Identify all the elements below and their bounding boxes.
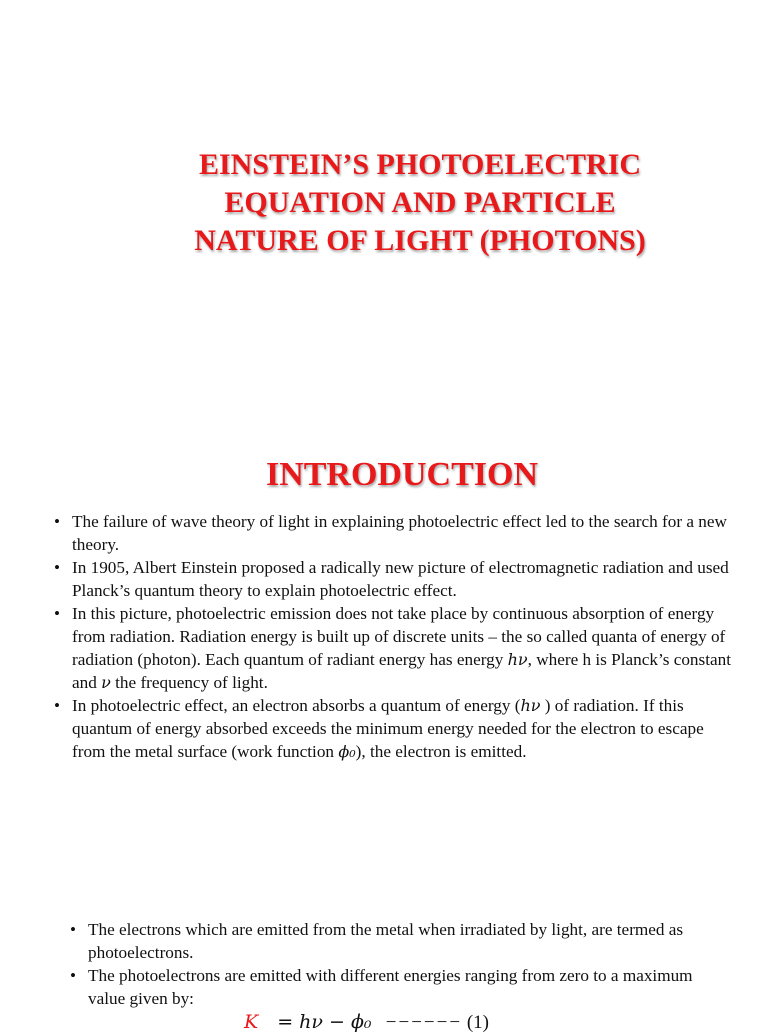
introduction-bullet-list <box>54 510 734 763</box>
math-hv: hν <box>507 650 528 669</box>
equation-lhs: K <box>244 1011 259 1033</box>
bullet-text: In 1905, Albert Einstein proposed a radically new picture of electromagnetic radiation and used Planck’s quantum theory to explain photoelectric effect. <box>72 558 729 600</box>
introduction-heading: INTRODUCTION <box>265 456 539 493</box>
equation-rhs: = hν − ϕ₀ <box>277 1011 372 1033</box>
bullet-text-mid: , where h is Planck’s constant and <box>72 650 731 692</box>
bullet-text-mid: ) of radiation. If this quantum of energy absorbed exceeds the minimum energy needed for the electron to escape from the metal surface (work function <box>72 696 704 761</box>
bullet-text: The failure of wave theory of light in explaining photoelectric effect led to the search for a new theory. <box>72 512 727 554</box>
list-item <box>70 918 730 964</box>
bullet-text-end: the frequency of light. <box>110 673 268 692</box>
math-hv: hν <box>520 696 541 715</box>
list-item <box>54 602 734 694</box>
bullet-icon: • <box>54 558 61 577</box>
bullet-icon: • <box>54 604 61 623</box>
list-item <box>54 694 734 763</box>
bullet-text: The photoelectrons are emitted with different energies ranging from zero to a maximum value given by: <box>88 966 693 1008</box>
math-phi: ϕ₀ <box>338 742 356 761</box>
bullet-text-end: ), the electron is emitted. <box>355 742 527 761</box>
bullet-icon: • <box>54 696 61 715</box>
equation-dashes: −−−−−− <box>385 1012 463 1033</box>
einstein-equation <box>244 1010 489 1035</box>
list-item <box>54 510 734 556</box>
title-line-2: EQUATION AND PARTICLE <box>224 186 616 219</box>
list-item <box>70 964 730 1010</box>
bullet-text: In photoelectric effect, an electron absorbs a quantum of energy ( <box>72 696 521 715</box>
bullet-icon: • <box>54 512 61 531</box>
math-nu: ν <box>101 673 111 692</box>
title-line-1: EINSTEIN’S PHOTOELECTRIC <box>198 148 642 181</box>
bullet-icon: • <box>70 920 77 939</box>
equation-label: (1) <box>466 1012 489 1033</box>
title-line-3: NATURE OF LIGHT (PHOTONS) <box>194 224 646 257</box>
bullet-text: In this picture, photoelectric emission does not take place by continuous absorption of energy from radiation. Radiation energy is built up of discrete units – the so called quanta of energy of radiation (photon). Each quantum of radiant energy has energy <box>72 604 726 669</box>
bullet-icon: • <box>70 966 77 985</box>
page-title <box>140 146 700 260</box>
list-item <box>54 556 734 602</box>
photoelectron-bullet-list <box>70 918 730 1010</box>
bullet-text: The electrons which are emitted from the metal when irradiated by light, are termed as photoelectrons. <box>88 920 684 962</box>
